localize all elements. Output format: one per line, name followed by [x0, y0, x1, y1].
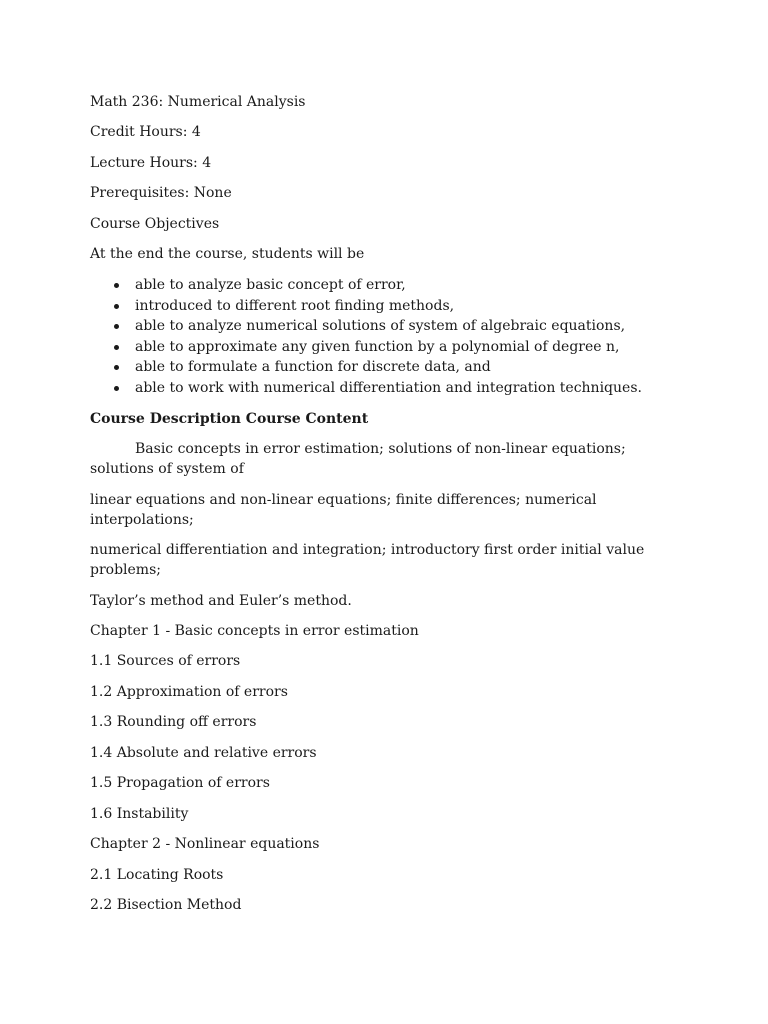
- objective-item: able to approximate any given function by a polynomial of degree n,: [90, 337, 642, 358]
- section-item: 2.1 Locating Roots: [90, 867, 224, 883]
- description-paragraph: numerical differentiation and integration; introductory first order initial value problems;: [90, 542, 645, 578]
- section-item: 1.1 Sources of errors: [90, 653, 241, 669]
- section-item: 1.6 Instability: [90, 806, 189, 822]
- section-item: 2.2 Bisection Method: [90, 897, 242, 913]
- section-item: 1.4 Absolute and relative errors: [90, 745, 317, 761]
- objectives-list: [90, 275, 642, 399]
- description-paragraph: Taylor’s method and Euler’s method.: [90, 593, 352, 609]
- lecture-hours: Lecture Hours: 4: [90, 155, 212, 171]
- section-item: 1.5 Propagation of errors: [90, 775, 270, 791]
- course-title: Math 236: Numerical Analysis: [90, 94, 306, 110]
- section-item: 1.3 Rounding off errors: [90, 714, 257, 730]
- credit-hours: Credit Hours: 4: [90, 124, 201, 140]
- section-item: 1.2 Approximation of errors: [90, 684, 288, 700]
- objective-item: able to formulate a function for discrete data, and: [90, 357, 642, 378]
- objective-item: able to analyze basic concept of error,: [90, 275, 642, 296]
- objective-item: able to work with numerical differentiation and integration techniques.: [90, 378, 642, 399]
- objective-item: able to analyze numerical solutions of system of algebraic equations,: [90, 316, 642, 337]
- objective-item: introduced to different root finding methods,: [90, 296, 642, 317]
- description-paragraph: linear equations and non-linear equations; finite differences; numerical interpolations;: [90, 492, 597, 528]
- description-heading: Course Description Course Content: [90, 411, 369, 427]
- chapter-heading: Chapter 1 - Basic concepts in error estimation: [90, 623, 419, 639]
- description-paragraph: Basic concepts in error estimation; solutions of non-linear equations; solutions of system of: [90, 441, 626, 477]
- objectives-intro: At the end the course, students will be: [90, 246, 365, 262]
- chapter-heading: Chapter 2 - Nonlinear equations: [90, 836, 320, 852]
- objectives-heading: Course Objectives: [90, 216, 220, 232]
- prerequisites: Prerequisites: None: [90, 185, 232, 201]
